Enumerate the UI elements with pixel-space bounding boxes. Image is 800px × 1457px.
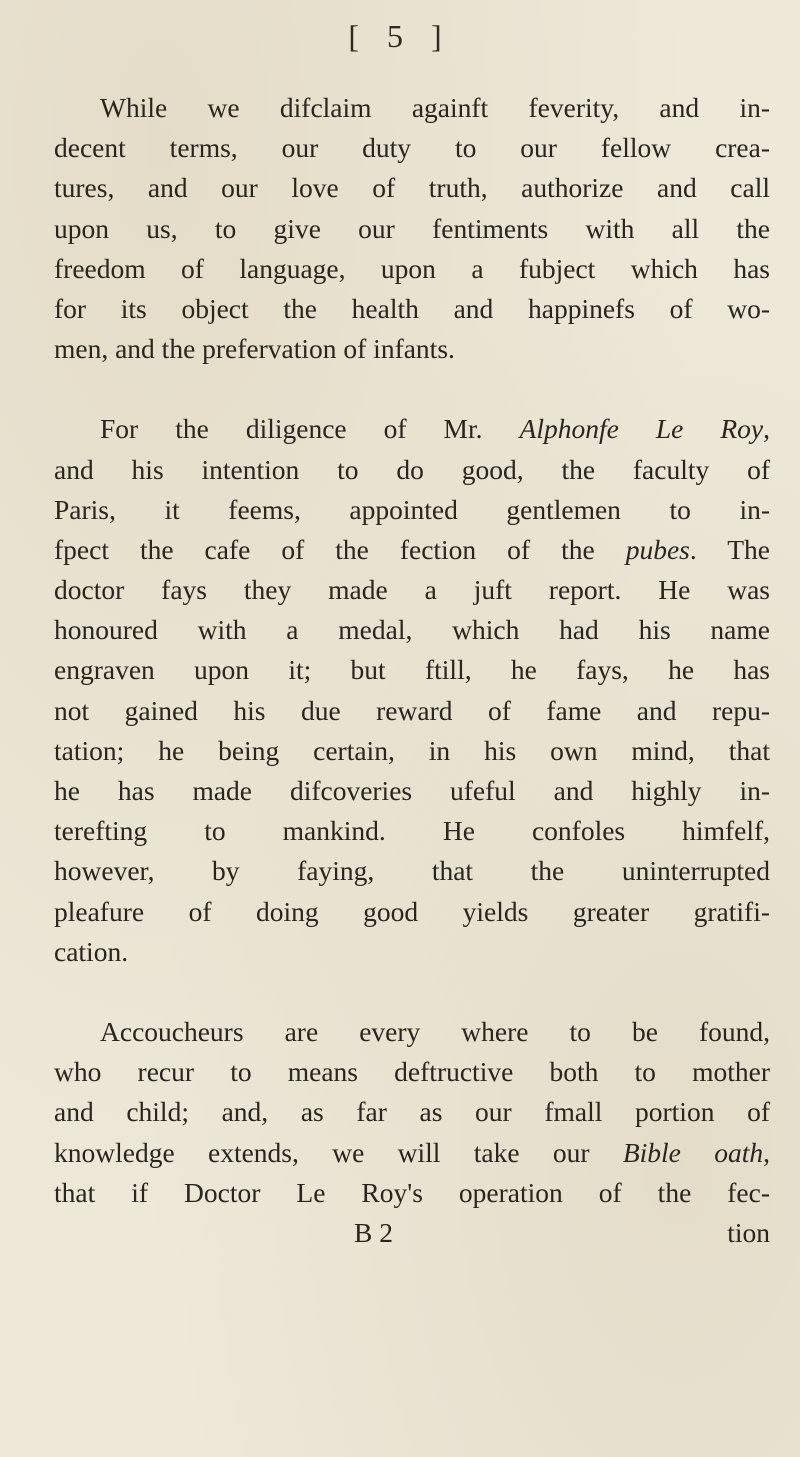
text-line: terefting to mankind. He confoles himfelf, bbox=[54, 815, 770, 847]
italic-phrase: Bible oath bbox=[622, 1136, 764, 1168]
text-segment: . The bbox=[689, 533, 770, 565]
text-line: cation. bbox=[54, 935, 129, 967]
text-line: tation; he being certain, in his own mind, that bbox=[54, 734, 770, 766]
paragraph-gap bbox=[54, 369, 770, 409]
text-line: however, by faying, that the uninterrupted bbox=[54, 855, 770, 887]
text-line: decent terms, our duty to our fellow crea- bbox=[54, 132, 770, 164]
text-segment: fpect the cafe of the fection of the bbox=[54, 533, 626, 565]
text-line: upon us, to give our fentiments with all the bbox=[54, 212, 770, 244]
text-segment: , bbox=[763, 413, 770, 445]
text-line: Paris, it feems, appointed gentlemen to in- bbox=[54, 493, 770, 525]
text-line: engraven upon it; but ftill, he fays, he has bbox=[54, 654, 770, 686]
paragraph-1 bbox=[54, 88, 770, 369]
text-line: honoured with a medal, which had his name bbox=[54, 614, 770, 646]
text-line: not gained his due reward of fame and repu- bbox=[54, 694, 770, 726]
paragraph-gap bbox=[54, 972, 770, 1012]
italic-name: Alphonfe Le Roy bbox=[519, 413, 764, 445]
italic-term: pubes bbox=[625, 533, 690, 565]
text-line bbox=[54, 1133, 770, 1173]
text-segment: knowledge extends, we will take our bbox=[54, 1136, 623, 1168]
text-line bbox=[54, 409, 770, 449]
catchword: tion bbox=[727, 1216, 770, 1248]
text-line: pleafure of doing good yields greater gratifi- bbox=[54, 895, 770, 927]
body-text bbox=[54, 88, 770, 1253]
text-line: and his intention to do good, the faculty of bbox=[54, 453, 770, 485]
text-line: and child; and, as far as our fmall portion of bbox=[54, 1096, 770, 1128]
text-line: tures, and our love of truth, authorize and call bbox=[54, 172, 770, 204]
text-line: Accoucheurs are every where to be found, bbox=[100, 1015, 770, 1047]
text-line: While we difclaim againft feverity, and in- bbox=[100, 92, 770, 123]
text-line: for its object the health and happinefs of wo- bbox=[54, 292, 770, 324]
text-segment: , bbox=[763, 1136, 770, 1168]
paragraph-2 bbox=[54, 409, 770, 972]
paragraph-3 bbox=[54, 1012, 770, 1213]
text-line: who recur to means deftructive both to mother bbox=[54, 1056, 770, 1088]
signature-mark: B 2 bbox=[354, 1216, 393, 1248]
text-line: he has made difcoveries ufeful and highly in- bbox=[54, 775, 770, 806]
text-segment: For the diligence of Mr. bbox=[100, 413, 520, 445]
text-line: men, and the prefervation of infants. bbox=[54, 333, 455, 365]
text-line: that if Doctor Le Roy's operation of the fec- bbox=[54, 1176, 770, 1208]
page-number: [ 5 ] bbox=[348, 18, 452, 54]
text-line bbox=[54, 530, 770, 570]
text-line: doctor fays they made a juft report. He was bbox=[54, 574, 770, 606]
page-footer bbox=[54, 1213, 770, 1253]
text-line: freedom of language, upon a fubject which has bbox=[54, 252, 770, 284]
